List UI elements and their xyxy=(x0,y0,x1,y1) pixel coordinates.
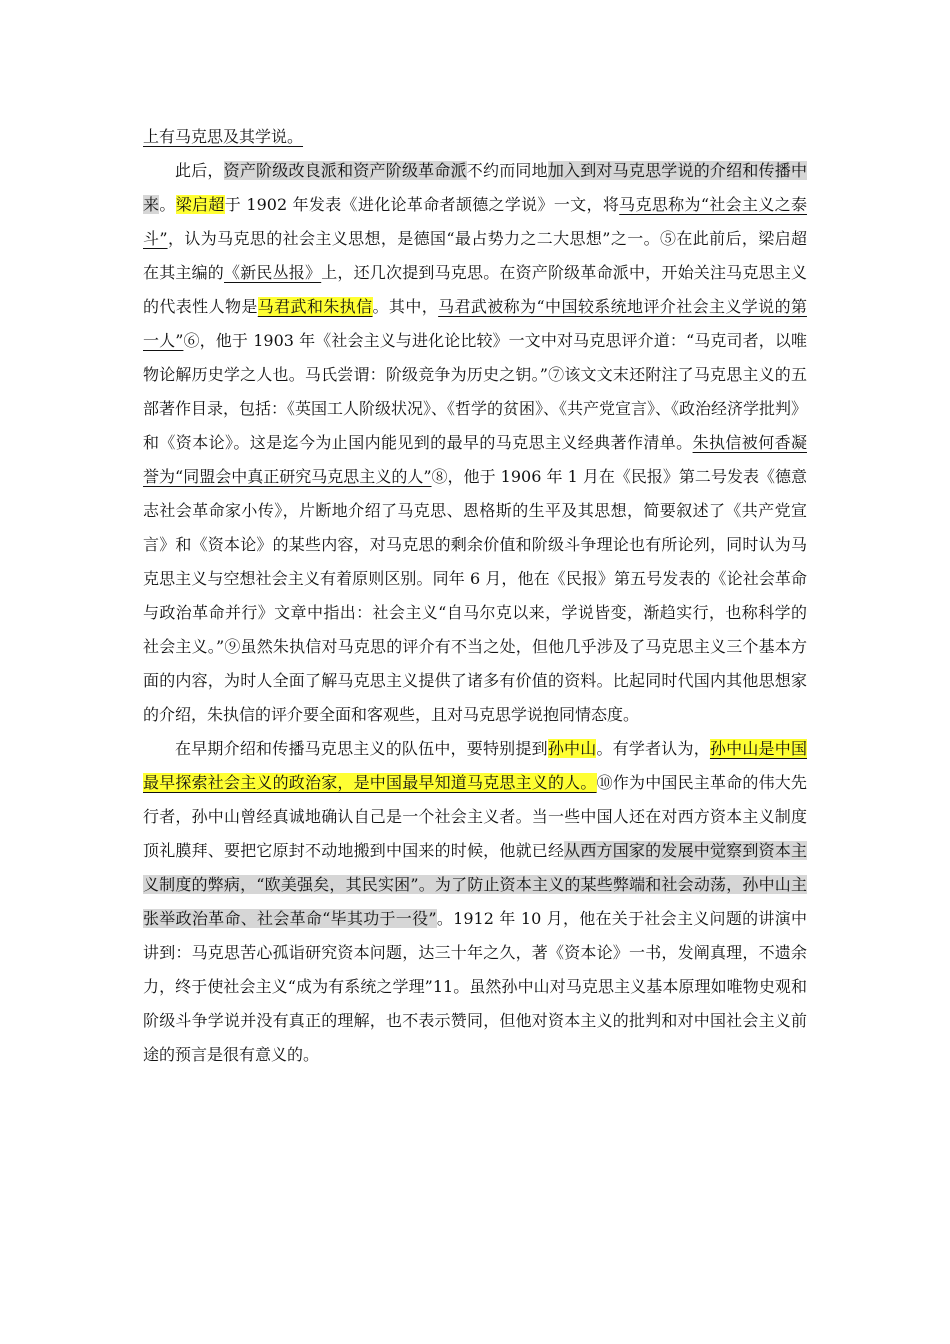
highlight-yellow: 梁启超 xyxy=(175,195,225,214)
text-segment: 。1912 年 10 月，他在关于社会主义问题的讲演中讲到：马克思苦心孤诣研究资本问题，达三十年之久，著《资本论》一书，发阐真理，不遗余力，终于使社会主义“成为有系统之学理”11。虽然孙中山对马克思主义基本原理如唯物史观和阶级斗争学说并没有真正的理解，也不表示赞同，但他对资本主义的批判和对中国社会主义前途的预言是很有意义的。 xyxy=(143,909,807,1064)
paragraph-2 xyxy=(143,154,807,732)
underlined-text: 马君武被称为“中国较系统地评介社会主义学说的第一人” xyxy=(143,297,807,350)
text-segment: 上有马克思及其学说。 xyxy=(143,127,304,146)
highlight-yellow: 孙中山 xyxy=(547,739,597,758)
text-segment: 此后， xyxy=(175,161,224,180)
underlined-text: 马克思称为“社会主义之泰斗” xyxy=(143,195,807,248)
text-segment: ⑧，他于 1906 年 1 月在《民报》第二号发表《德意志社会革命家小传》，片断地介绍了马克思、恩格斯的生平及其思想，简要叙述了《共产党宣言》和《资本论》的某些内容，对马克思的剩余价值和阶级斗争理论也有所论列，同时认为马克思主义与空想社会主义有着原则区别。同年 6 月，他在《民报》第五号发表的《论社会革命与政治革命并行》文章中指出：社会主义“自马尔克以来，学说皆变，渐趋实行，也称科学的社会主义。”⑨虽然朱执信对马克思的评介有不当之处，但他几乎涉及了马克思主义三个基本方面的内容，为时人全面了解马克思主义提供了诸多有价值的资料。比起同时代国内其他思想家的介绍，朱执信的评介要全面和客观些，且对马克思学说抱同情态度。 xyxy=(143,467,807,724)
text-segment: ⑥，他于 1903 年《社会主义与进化论比较》一文中对马克思评介道：“马克司者，以唯物论解历史学之人也。马氏尝谓：阶级竞争为历史之钥。”⑦该文文末还附注了马克思主义的五部著作目录，包括：《英国工人阶级状况》、《哲学的贫困》、《共产党宣言》、《政治经济学批判》和《资本论》。这是迄今为止国内能见到的最早的马克思主义经典著作清单。 xyxy=(143,331,808,452)
highlight-gray: 资产阶级改良派和资产阶级革命派 xyxy=(223,161,467,180)
underlined-text: 《新民丛报》 xyxy=(224,263,322,282)
paragraph-1 xyxy=(143,120,807,154)
highlight-gray: 加入到对马克思学说的介绍和传播中来 xyxy=(143,161,807,214)
text-segment: 。其中， xyxy=(372,297,439,316)
underlined-text: 朱执信被何香凝誉为“同盟会中真正研究马克思主义的人” xyxy=(143,433,807,486)
text-segment: 。 xyxy=(159,195,176,214)
text-segment: ，认为马克思的社会主义思想，是德国“最占势力之二大思想”之一。⑤在此前后，梁启超在其主编的 xyxy=(143,229,807,282)
text-segment: 上，还几次提到马克思。在资产阶级革命派中，开始关注马克思主义的代表性人物是 xyxy=(143,263,807,316)
text-segment: 。有学者认为， xyxy=(596,739,710,758)
text-segment: 在早期介绍和传播马克思主义的队伍中，要特别提到 xyxy=(175,739,548,758)
text-segment: ⑩作为中国民主革命的伟大先行者，孙中山曾经真诚地确认自己是一个社会主义者。当一些中国人还在对西方资本主义制度顶礼膜拜、要把它原封不动地搬到中国来的时候，他就已经 xyxy=(143,773,807,860)
highlight-yellow-underlined: 孙中山是中国最早探索社会主义的政治家，是中国最早知道马克思主义的人。 xyxy=(143,739,807,792)
highlight-gray: 从西方国家的发展中觉察到资本主义制度的弊病，“欧美强矣，其民实困”。为了防止资本主义的某些弊端和社会动荡，孙中山主张举政治革命、社会革命“毕其功于一役” xyxy=(143,841,807,928)
text-segment: 不约而同地 xyxy=(466,161,548,180)
paragraph-3 xyxy=(143,732,807,1072)
highlight-yellow-underlined: 马君武和朱执信 xyxy=(257,297,373,316)
text-segment: 于 1902 年发表《进化论革命者颉德之学说》一文，将 xyxy=(224,195,620,214)
document-page xyxy=(143,120,807,1072)
